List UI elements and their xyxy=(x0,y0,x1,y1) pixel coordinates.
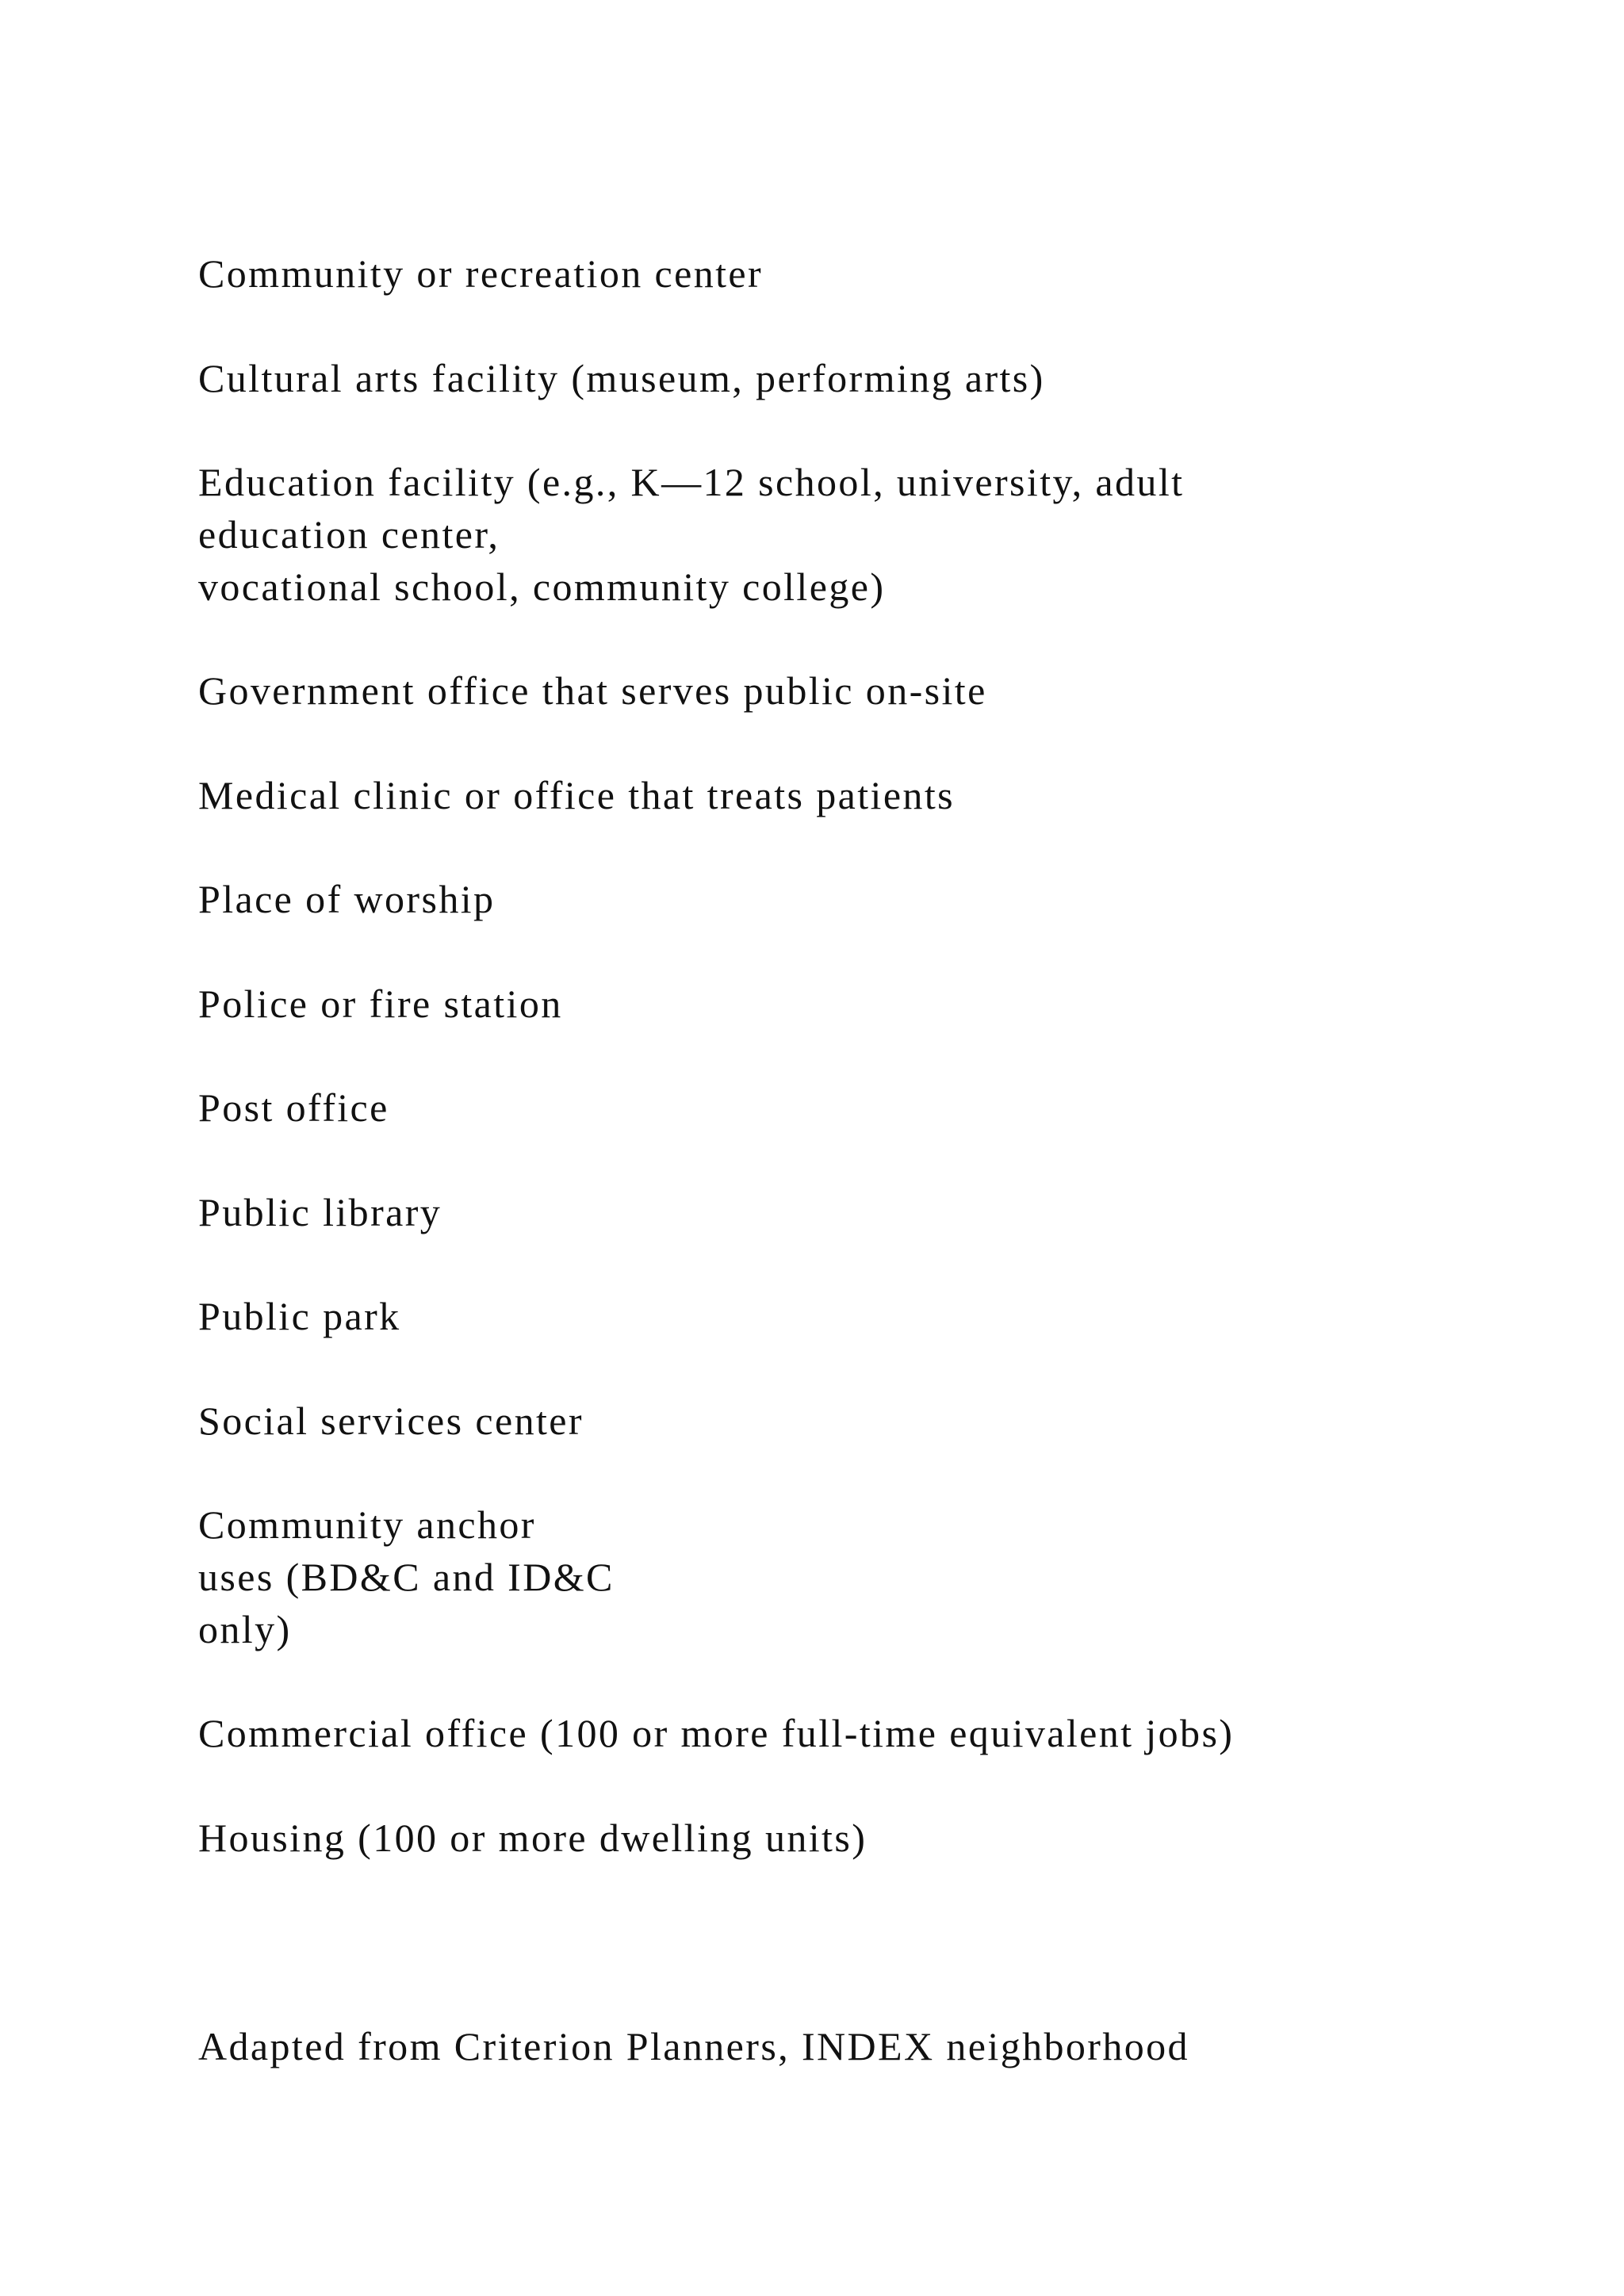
text-line-housing: Housing (100 or more dwelling units) xyxy=(198,1816,868,1860)
text-line-social-services-center: Social services center xyxy=(198,1399,584,1443)
text-line-government-office: Government office that serves public on-site xyxy=(198,668,987,713)
text-line-education-facility: Education facility (e.g., K—12 school, university, adult xyxy=(198,460,1185,504)
text-line-uses-bdc-idc: uses (BD&C and ID&C xyxy=(198,1555,615,1599)
text-line-community-anchor: Community anchor xyxy=(198,1502,536,1547)
text-line-public-park: Public park xyxy=(198,1294,401,1338)
text-line-medical-clinic: Medical clinic or office that treats patients xyxy=(198,773,955,817)
text-line-place-of-worship: Place of worship xyxy=(198,877,496,921)
text-line-public-library: Public library xyxy=(198,1190,442,1234)
footer-attribution: Adapted from Criterion Planners, INDEX neighborhood xyxy=(198,2024,1189,2068)
text-line-post-office: Post office xyxy=(198,1085,389,1130)
text-line-vocational-school: vocational school, community college) xyxy=(198,564,886,609)
text-line-commercial-office: Commercial office (100 or more full-time equivalent jobs) xyxy=(198,1711,1235,1755)
text-line-education-center: education center, xyxy=(198,512,500,557)
text-line-cultural-arts-facility: Cultural arts facility (museum, performing arts) xyxy=(198,356,1045,400)
text-line-police-fire-station: Police or fire station xyxy=(198,982,563,1026)
text-line-community-recreation-center: Community or recreation center xyxy=(198,251,764,296)
text-line-only: only) xyxy=(198,1607,292,1651)
